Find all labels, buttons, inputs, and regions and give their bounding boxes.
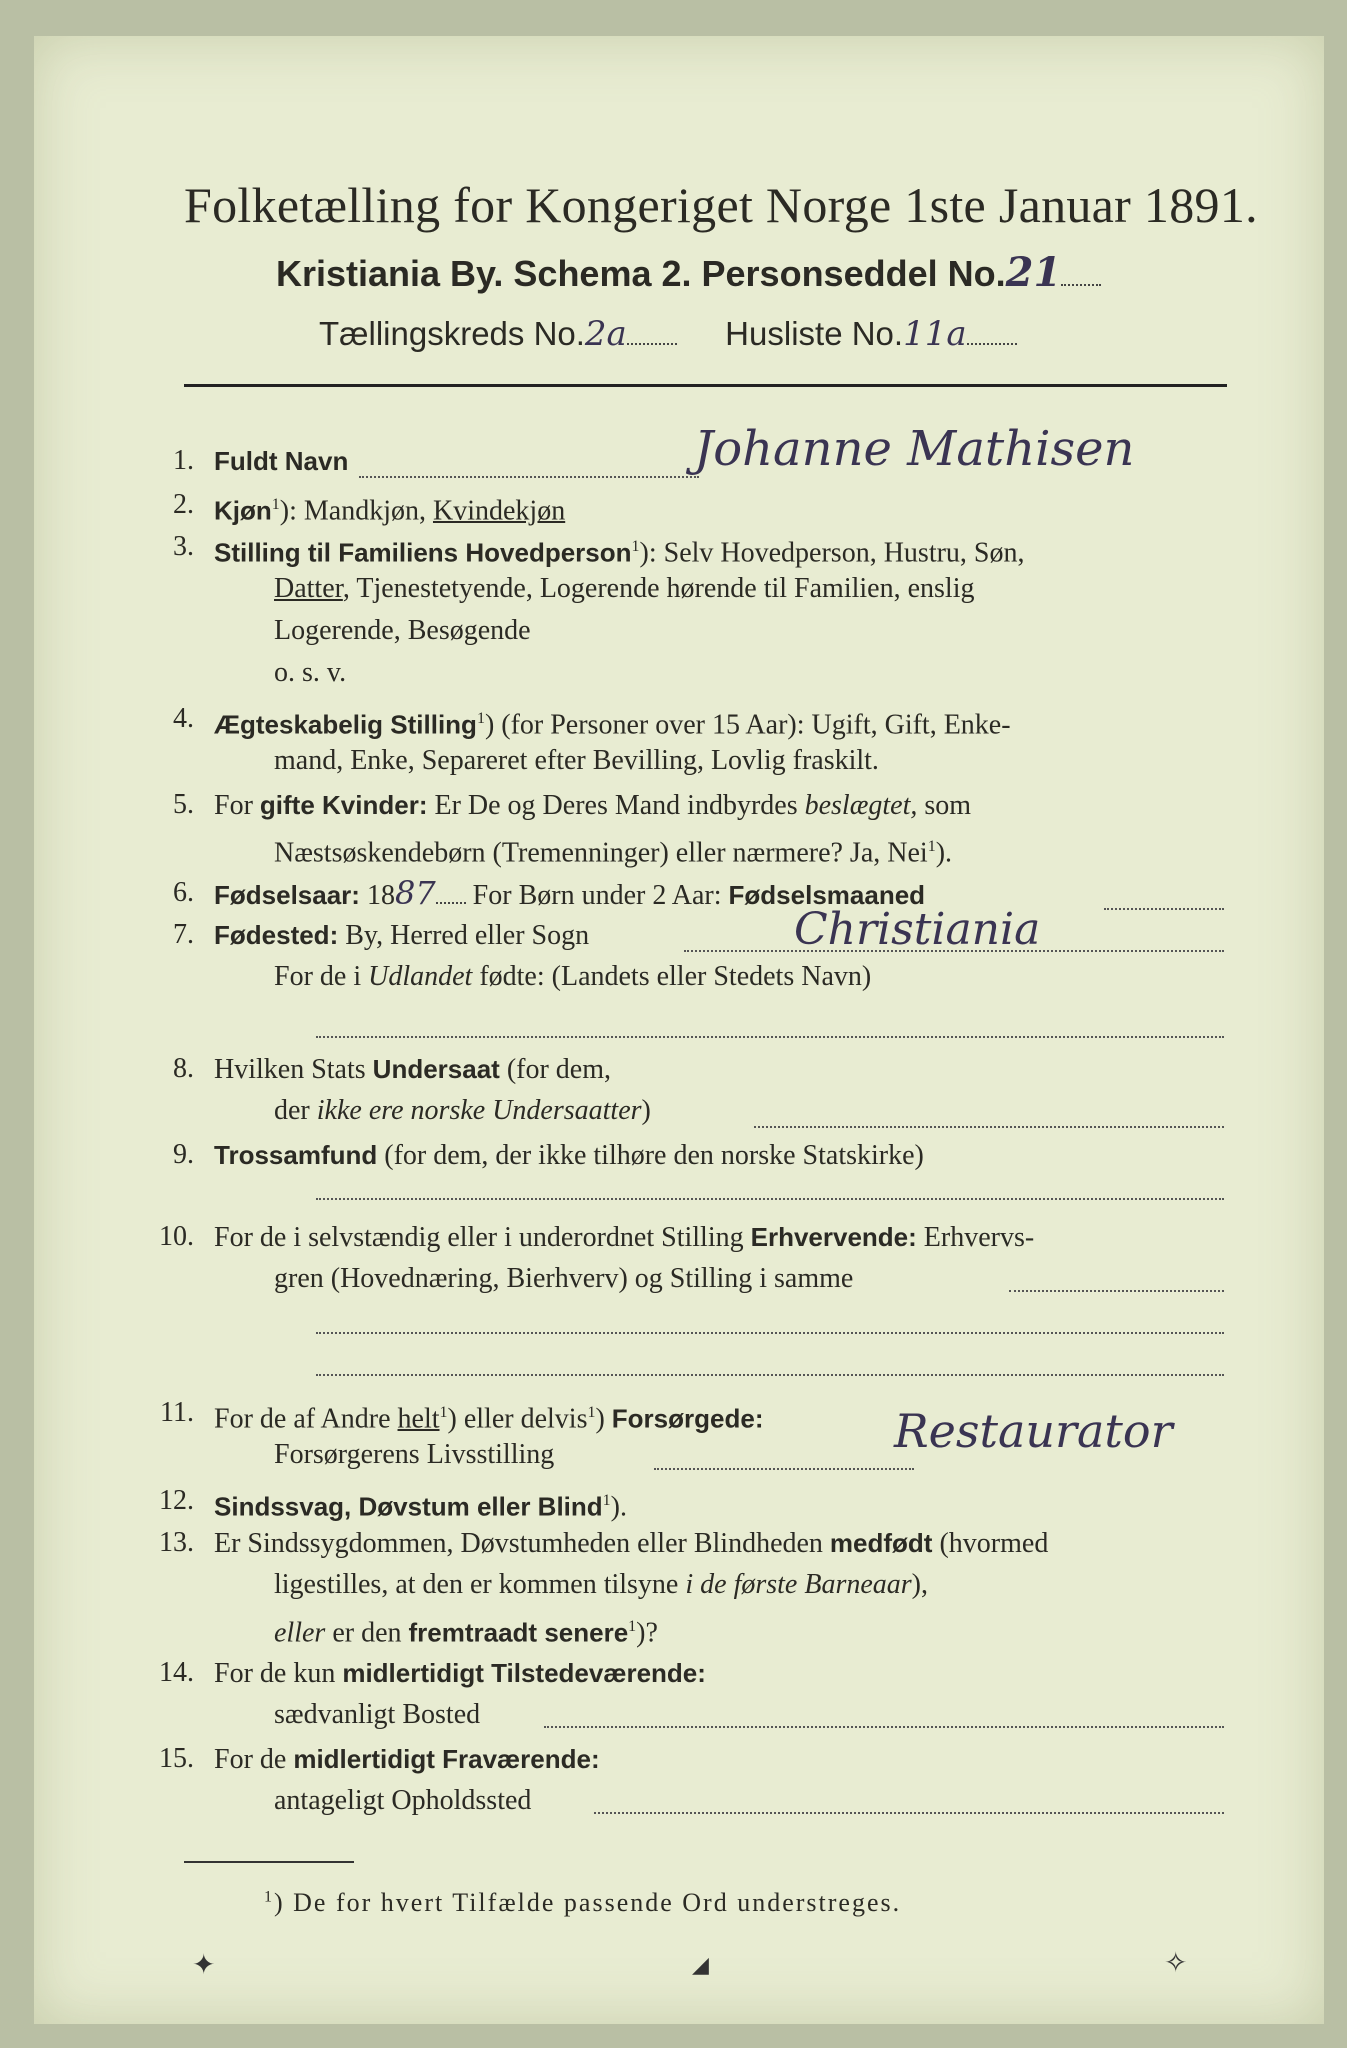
footnote-ref: 1 xyxy=(264,1888,274,1906)
item-label: Fuldt Navn xyxy=(214,446,349,476)
full-name-value: Johanne Mathisen xyxy=(694,421,1135,477)
item-text: er den xyxy=(325,1617,409,1649)
item-text: ), xyxy=(911,1569,928,1600)
item-label: Fødselsmaaned xyxy=(728,880,926,910)
answer-line xyxy=(654,1468,914,1470)
answer-line xyxy=(1104,908,1224,910)
form-title: Folketælling for Kongeriget Norge 1ste Januar 1891. xyxy=(184,177,1258,233)
item-label: gifte Kvinder: xyxy=(259,790,428,820)
item-label: Sindssvag, Døvstum eller Blind xyxy=(214,1491,603,1522)
item-text: Er De og Deres Mand indbyrdes xyxy=(427,790,805,821)
item-text: beslægtet, xyxy=(804,790,918,821)
husliste-number: 11a xyxy=(903,314,967,354)
dotted-line xyxy=(967,342,1017,345)
dotted-line xyxy=(436,901,466,904)
item-label: Undersaat xyxy=(372,1054,500,1084)
footnote-ref: 1 xyxy=(628,1618,637,1635)
answer-line xyxy=(316,1374,1224,1376)
form-subtitle-2 xyxy=(319,314,1017,354)
footnote-ref: 1 xyxy=(927,838,936,855)
item-number: 5. xyxy=(173,789,194,820)
item-number: 1. xyxy=(173,445,194,476)
item-text: eller xyxy=(274,1617,326,1649)
item-text: antageligt Opholdssted xyxy=(274,1785,532,1816)
registration-mark-icon: ✦ xyxy=(192,1950,216,1981)
answer-line xyxy=(359,476,699,478)
item-text: ) xyxy=(641,1095,651,1126)
item-text: ): Mandkjøn, xyxy=(279,495,433,527)
answer-line xyxy=(316,1332,1224,1334)
item-number: 4. xyxy=(173,703,194,734)
item-number: 11. xyxy=(160,1397,194,1428)
item-text: Logerende, Besøgende xyxy=(274,615,531,646)
item-text: ). xyxy=(935,837,953,869)
item-number: 7. xyxy=(173,919,194,950)
item-number: 2. xyxy=(173,489,194,520)
item-number: 15. xyxy=(159,1743,194,1774)
item-label: medfødt xyxy=(829,1528,933,1558)
answer-line xyxy=(316,1198,1224,1200)
item-label: midlertidigt Fraværende: xyxy=(293,1744,600,1774)
item-text: ). xyxy=(610,1491,627,1523)
footnote xyxy=(264,1888,901,1918)
footnote-ref: 1 xyxy=(439,1404,448,1421)
item-text: fødte: (Landets eller Stedets Navn) xyxy=(472,961,872,992)
item-label: Forsørgede: xyxy=(611,1403,764,1434)
footnote-ref: 1 xyxy=(587,1404,596,1421)
personseddel-number: 21 xyxy=(1005,249,1062,296)
selected-option: Datter xyxy=(274,573,343,604)
item-number: 12. xyxy=(159,1485,194,1516)
answer-line xyxy=(594,1812,1224,1814)
item-text: ): Selv Hovedperson, Hustru, Søn, xyxy=(639,537,1025,569)
footnote-rule xyxy=(184,1861,354,1863)
registration-mark-icon: ✧ xyxy=(1164,1948,1188,1979)
item-text: ) (for Personer over 15 Aar): Ugift, Gift, Enke- xyxy=(484,709,1011,741)
answer-line xyxy=(754,1126,1224,1128)
item-text: ) xyxy=(595,1403,612,1435)
item-text: gren (Hovednæring, Bierhverv) og Stilling i samme xyxy=(274,1263,854,1294)
birth-year-value: 87 xyxy=(394,874,436,912)
husliste-label: Husliste No. xyxy=(725,315,904,352)
item-label: Fødselsaar: xyxy=(214,880,360,910)
provider-occupation-value: Restaurator xyxy=(894,1404,1173,1458)
item-number: 14. xyxy=(159,1657,194,1688)
item-text: )? xyxy=(636,1617,658,1649)
item-text: der xyxy=(274,1095,317,1126)
item-text: For de xyxy=(214,1744,294,1775)
item-text: som xyxy=(917,790,972,821)
item-number: 13. xyxy=(159,1527,194,1558)
item-text: , Tjenestetyende, Logerende hørende til Familien, enslig xyxy=(342,573,975,604)
item-label: fremtraadt senere xyxy=(408,1617,629,1648)
item-text: Hvilken Stats xyxy=(214,1054,373,1085)
item-text: Erhvervs- xyxy=(916,1222,1035,1253)
form-subtitle xyxy=(276,249,1101,296)
item-text: For de i xyxy=(274,961,369,992)
answer-line xyxy=(316,1036,1224,1038)
dotted-line xyxy=(1061,283,1101,286)
footnote-text: ) De for hvert Tilfælde passende Ord understreges. xyxy=(274,1888,902,1917)
selected-option: Kvindekjøn xyxy=(432,495,566,527)
footnote-ref: 1 xyxy=(476,710,485,727)
kreds-number: 2a xyxy=(584,314,627,354)
item-text: i de første Barneaar xyxy=(685,1569,912,1600)
item-text: o. s. v. xyxy=(274,657,347,688)
item-text: By, Herred eller Sogn xyxy=(338,920,590,951)
selected-option: helt xyxy=(397,1403,440,1435)
item-number: 8. xyxy=(173,1053,194,1084)
item-number: 3. xyxy=(173,531,194,562)
item-text: For de af Andre xyxy=(214,1403,398,1435)
item-number: 9. xyxy=(173,1139,194,1170)
item-text: sædvanligt Bosted xyxy=(274,1699,481,1730)
birthplace-value: Christiania xyxy=(794,904,1041,955)
item-text: (for dem, xyxy=(499,1054,612,1085)
item-number: 10. xyxy=(159,1221,194,1252)
item-text: (hvormed xyxy=(932,1528,1049,1559)
registration-mark-icon: ◢ xyxy=(692,1952,709,1977)
item-text: Er Sindssygdommen, Døvstumheden eller Blindheden xyxy=(214,1528,830,1559)
item-text: ) eller delvis xyxy=(447,1403,588,1435)
footnote-ref: 1 xyxy=(271,496,280,513)
item-label: Stilling til Familiens Hovedperson xyxy=(214,537,632,568)
item-text: Forsørgerens Livsstilling xyxy=(274,1439,555,1470)
item-text: 18 xyxy=(359,880,395,911)
item-text: (for dem, der ikke tilhøre den norske Statskirke) xyxy=(377,1140,924,1171)
header-rule xyxy=(184,384,1227,387)
item-text: For de i selvstændig eller i underordnet Stilling xyxy=(214,1222,751,1253)
answer-line xyxy=(544,1726,1224,1728)
item-text: For xyxy=(214,790,260,821)
census-form xyxy=(34,36,1324,2024)
item-label: Erhvervende: xyxy=(750,1222,917,1252)
item-label: Trossamfund xyxy=(214,1140,378,1170)
item-label: Kjøn xyxy=(214,495,272,526)
item-text: Udlandet xyxy=(368,961,473,992)
item-text: ligestilles, at den er kommen tilsyne xyxy=(274,1569,686,1600)
footnote-ref: 1 xyxy=(631,538,640,555)
item-text: ikke ere norske Undersaatter xyxy=(316,1095,642,1126)
kreds-label: Tællingskreds No. xyxy=(319,315,585,352)
dotted-line xyxy=(627,342,677,345)
item-number: 6. xyxy=(173,877,194,908)
item-label: Ægteskabelig Stilling xyxy=(214,709,477,740)
item-text: For Børn under 2 Aar: xyxy=(465,880,729,911)
item-text: For de kun xyxy=(214,1658,343,1689)
answer-line xyxy=(1009,1290,1224,1292)
item-label: Fødested: xyxy=(214,920,339,950)
item-text: mand, Enke, Separeret efter Bevilling, Lovlig fraskilt. xyxy=(274,745,879,776)
item-label: midlertidigt Tilstedeværende: xyxy=(342,1658,706,1688)
personseddel-label: Kristiania By. Schema 2. Personseddel No. xyxy=(276,253,1006,294)
item-text: Næstsøskendebørn (Tremenninger) eller nærmere? Ja, Nei xyxy=(274,837,928,869)
footnote-ref: 1 xyxy=(602,1492,611,1509)
